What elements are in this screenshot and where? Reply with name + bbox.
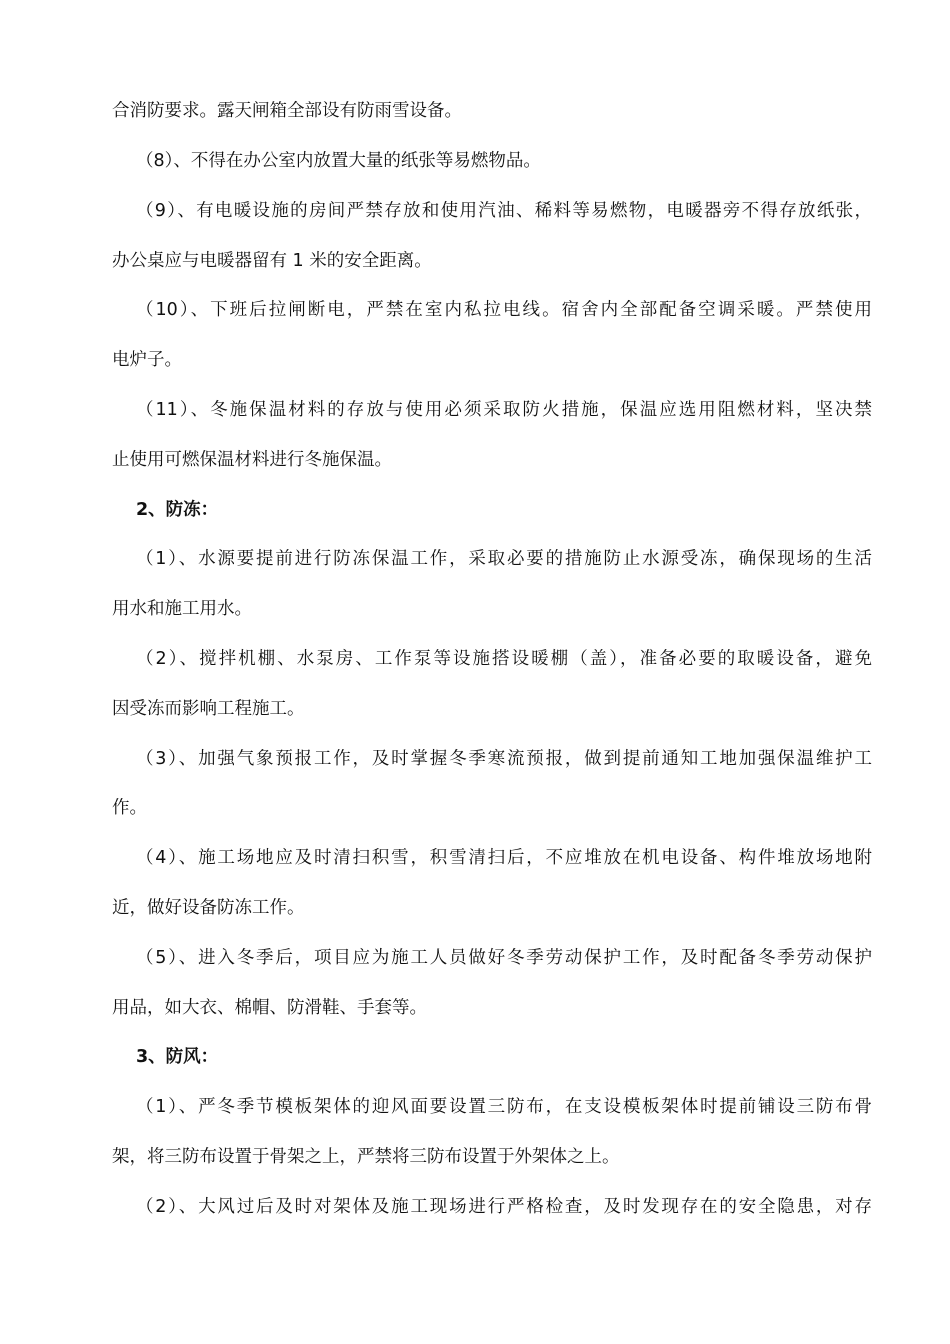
list-item-4: （4）、施工场地应及时清扫积雪，积雪清扫后，不应堆放在机电设备、构件堆放场地附	[136, 848, 872, 868]
list-item-8: （8）、不得在办公室内放置大量的纸张等易燃物品。	[136, 151, 541, 171]
list-item-11: （11）、冬施保温材料的存放与使用必须采取防火措施，保温应选用阻燃材料，坚决禁	[136, 400, 872, 420]
list-item-1: （1）、严冬季节模板架体的迎风面要设置三防布，在支设模板架体时提前铺设三防布骨	[136, 1097, 872, 1117]
body-text-line: 用水和施工用水。	[112, 599, 252, 619]
list-item-3: （3）、加强气象预报工作，及时掌握冬季寒流预报，做到提前通知工地加强保温维护工	[136, 749, 872, 769]
body-text-line: 电炉子。	[112, 350, 182, 370]
list-item-2: （2）、大风过后及时对架体及施工现场进行严格检查，及时发现存在的安全隐患，对存	[136, 1197, 872, 1217]
section-heading-windproof: 3、防风：	[136, 1047, 219, 1067]
list-item-10: （10）、下班后拉闸断电，严禁在室内私拉电线。宿舍内全部配备空调采暖。严禁使用	[136, 300, 872, 320]
body-text-line: 合消防要求。露天闸箱全部设有防雨雪设备。	[112, 101, 462, 121]
body-text-line: 架，将三防布设置于骨架之上，严禁将三防布设置于外架体之上。	[112, 1147, 620, 1167]
list-item-9: （9）、有电暖设施的房间严禁存放和使用汽油、稀料等易燃物，电暖器旁不得存放纸张，	[136, 201, 872, 221]
body-text-line: 作。	[112, 798, 147, 818]
body-text-line: 办公桌应与电暖器留有 1 米的安全距离。	[112, 251, 432, 271]
body-text-line: 止使用可燃保温材料进行冬施保温。	[112, 450, 392, 470]
list-item-1: （1）、水源要提前进行防冻保温工作，采取必要的措施防止水源受冻，确保现场的生活	[136, 549, 872, 569]
section-heading-antifreeze: 2、防冻：	[136, 500, 219, 520]
body-text-line: 因受冻而影响工程施工。	[112, 699, 305, 719]
list-item-5: （5）、进入冬季后，项目应为施工人员做好冬季劳动保护工作，及时配备冬季劳动保护	[136, 948, 872, 968]
list-item-2: （2）、搅拌机棚、水泵房、工作泵等设施搭设暖棚（盖），准备必要的取暖设备，避免	[136, 649, 872, 669]
body-text-line: 近，做好设备防冻工作。	[112, 898, 305, 918]
body-text-line: 用品，如大衣、棉帽、防滑鞋、手套等。	[112, 998, 427, 1018]
